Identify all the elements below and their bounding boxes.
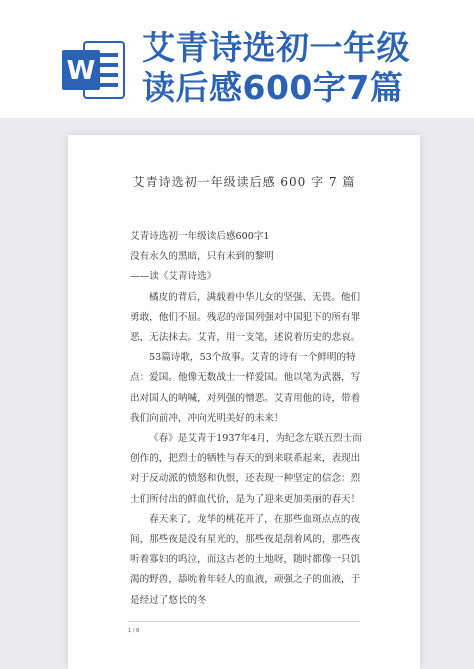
- page-title-line-2: 读后感600字7篇: [142, 68, 404, 107]
- paragraph-quote: 没有永久的黑暗，只有未到的黎明: [130, 251, 274, 263]
- document-title: 艾青诗选初一年级读后感 600 字 7 篇: [132, 175, 356, 189]
- paragraph-body: 《春》是艾青于1937年4月，为纪念左联五烈士而创作的，把烈士的牺牲与春天的到来联系起来，表现出对于反动派的愤怒和仇恨，还表现一种坚定的信念：烈士们所付出的鲜血代价，是为了迎来更加美丽的春天！: [130, 433, 362, 505]
- paragraph-body: 春天来了，龙华的桃花开了，在那些血斑点点的夜间，那些夜是没有星光的，那些夜是刮着风的，那些夜听着寡妇的呜泣，而这古老的土地呀，随时都像一只饥渴的野兽，舔吮着年轻人的血液，顽强之子的血液，于是经过了悠长的冬: [130, 513, 361, 606]
- paragraph-reading-note: ——读《艾青诗选》: [130, 271, 217, 283]
- page-number: 1 / 8: [128, 628, 140, 634]
- word-icon-letter: W: [66, 56, 96, 86]
- document-page: [68, 135, 420, 669]
- footer-divider: [128, 621, 360, 622]
- document-body: [130, 227, 366, 611]
- word-icon: [60, 36, 128, 104]
- page-title-line-1: 艾青诗选初一年级: [142, 28, 410, 67]
- paragraph-body: 53篇诗歌，53个故事。艾青的诗有一个鲜明的特点：爱国。他像无数战士一样爱国。他以笔为武器，写出对国人的呐喊，对列强的憎恶。艾青用他的诗，带着我们向前冲，冲向光明美好的未来！: [130, 352, 361, 424]
- page-title: [142, 28, 410, 108]
- paragraph-body: 橘皮的背后，满载着中华儿女的坚强、无畏。他们勇敢，他们不屈。残忍的帝国列强对中国犯下的所有罪恶，无法抹去。艾青，用一支笔，述说着历史的悲哀。: [130, 291, 361, 344]
- paragraph-subtitle: 艾青诗选初一年级读后感600字1: [130, 231, 270, 242]
- header-banner: [0, 0, 474, 118]
